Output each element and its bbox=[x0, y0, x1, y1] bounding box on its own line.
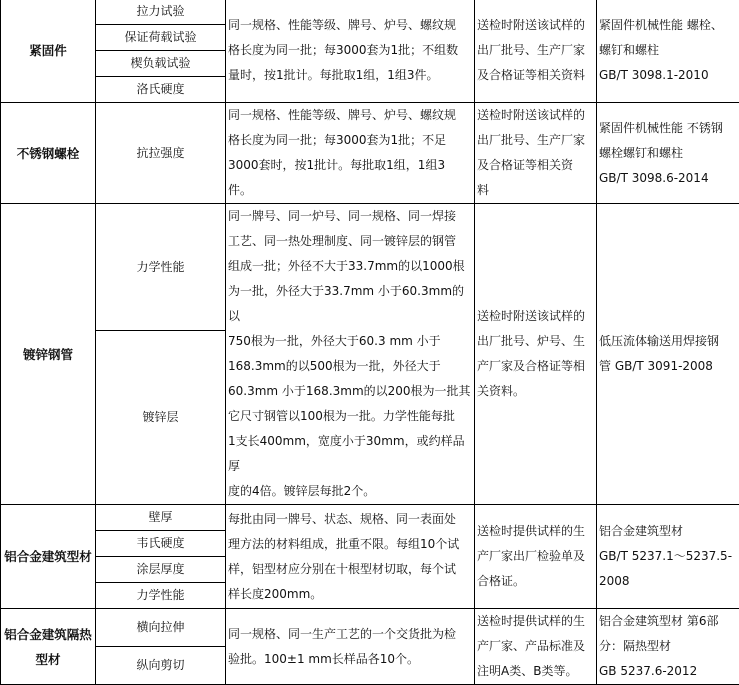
batch-rule-cell: 每批由同一牌号、状态、规格、同一表面处 理方法的材料组成，批重不限。每组10个试 样，铝型材应分别在十根型材切取，每个试 样长度200mm。 bbox=[226, 505, 475, 609]
test-item: 镀锌层 bbox=[96, 331, 226, 505]
standard-cell: 铝合金建筑型材 GB/T 5237.1～5237.5- 2008 bbox=[597, 505, 739, 609]
test-item: 力学性能 bbox=[96, 204, 226, 331]
documents-cell: 送检时提供试样的生 产厂家、产品标准及 注明A类、B类等。 bbox=[475, 609, 597, 685]
table-row bbox=[1, 103, 739, 204]
test-item: 拉力试验 bbox=[96, 0, 226, 25]
category-cell: 铝合金建筑隔热型材 bbox=[1, 609, 96, 685]
test-item: 涂层厚度 bbox=[96, 557, 226, 583]
table-row bbox=[1, 609, 739, 647]
documents-cell: 送检时附送该试样的 出厂批号、生产厂家 及合格证等相关资 料 bbox=[475, 103, 597, 204]
category-cell: 紧固件 bbox=[1, 0, 96, 103]
standard-cell: 低压流体输送用焊接钢 管 GB/T 3091-2008 bbox=[597, 204, 739, 505]
table-row bbox=[1, 0, 739, 25]
batch-rule-cell: 同一牌号、同一炉号、同一规格、同一焊接 工艺、同一热处理制度、同一镀锌层的钢管 组成一批；外径不大于33.7mm的以1000根 为一批，外径大于33.7mm 小于60.3mm的以 750根为一批，外径大于60.3 mm 小于 168.3mm的以500根为一批，外径大于 60.3mm 小于168.3mm的以200根为一批其 它尺寸钢管以100根为一批。力学性能每批 1支长400mm，宽度小于30mm，或约样品厚 度的4倍。镀锌层每批2个。 bbox=[226, 204, 475, 505]
batch-rule-cell: 同一规格、性能等级、牌号、炉号、螺纹规 格长度为同一批；每3000套为1批；不足 3000套时，按1批计。每批取1组，1组3 件。 bbox=[226, 103, 475, 204]
standard-cell: 紧固件机械性能 螺栓、 螺钉和螺柱 GB/T 3098.1-2010 bbox=[597, 0, 739, 103]
test-item: 保证荷载试验 bbox=[96, 25, 226, 51]
batch-rule-cell: 同一规格、性能等级、牌号、炉号、螺纹规 格长度为同一批；每3000套为1批；不组数 量时，按1批计。每批取1组，1组3件。 bbox=[226, 0, 475, 103]
test-item: 韦氏硬度 bbox=[96, 531, 226, 557]
documents-cell: 送检时提供试样的生 产厂家出厂检验单及 合格证。 bbox=[475, 505, 597, 609]
test-item: 壁厚 bbox=[96, 505, 226, 531]
standard-cell: 紧固件机械性能 不锈钢 螺栓螺钉和螺柱 GB/T 3098.6-2014 bbox=[597, 103, 739, 204]
test-item: 纵向剪切 bbox=[96, 647, 226, 685]
standard-cell: 铝合金建筑型材 第6部 分：隔热型材 GB 5237.6-2012 bbox=[597, 609, 739, 685]
test-item: 楔负载试验 bbox=[96, 51, 226, 77]
test-item: 洛氏硬度 bbox=[96, 77, 226, 103]
batch-rule-cell: 同一规格、同一生产工艺的一个交货批为检 验批。100±1 mm长样品各10个。 bbox=[226, 609, 475, 685]
table-row bbox=[1, 505, 739, 531]
test-item: 横向拉伸 bbox=[96, 609, 226, 647]
documents-cell: 送检时附送该试样的 出厂批号、生产厂家 及合格证等相关资料 bbox=[475, 0, 597, 103]
test-item: 力学性能 bbox=[96, 583, 226, 609]
category-cell: 铝合金建筑型材 bbox=[1, 505, 96, 609]
test-item: 抗拉强度 bbox=[96, 103, 226, 204]
table-row bbox=[1, 204, 739, 331]
category-cell: 镀锌钢管 bbox=[1, 204, 96, 505]
documents-cell: 送检时附送该试样的 出厂批号、炉号、生 产厂家及合格证等相 关资料。 bbox=[475, 204, 597, 505]
category-cell: 不锈钢螺栓 bbox=[1, 103, 96, 204]
